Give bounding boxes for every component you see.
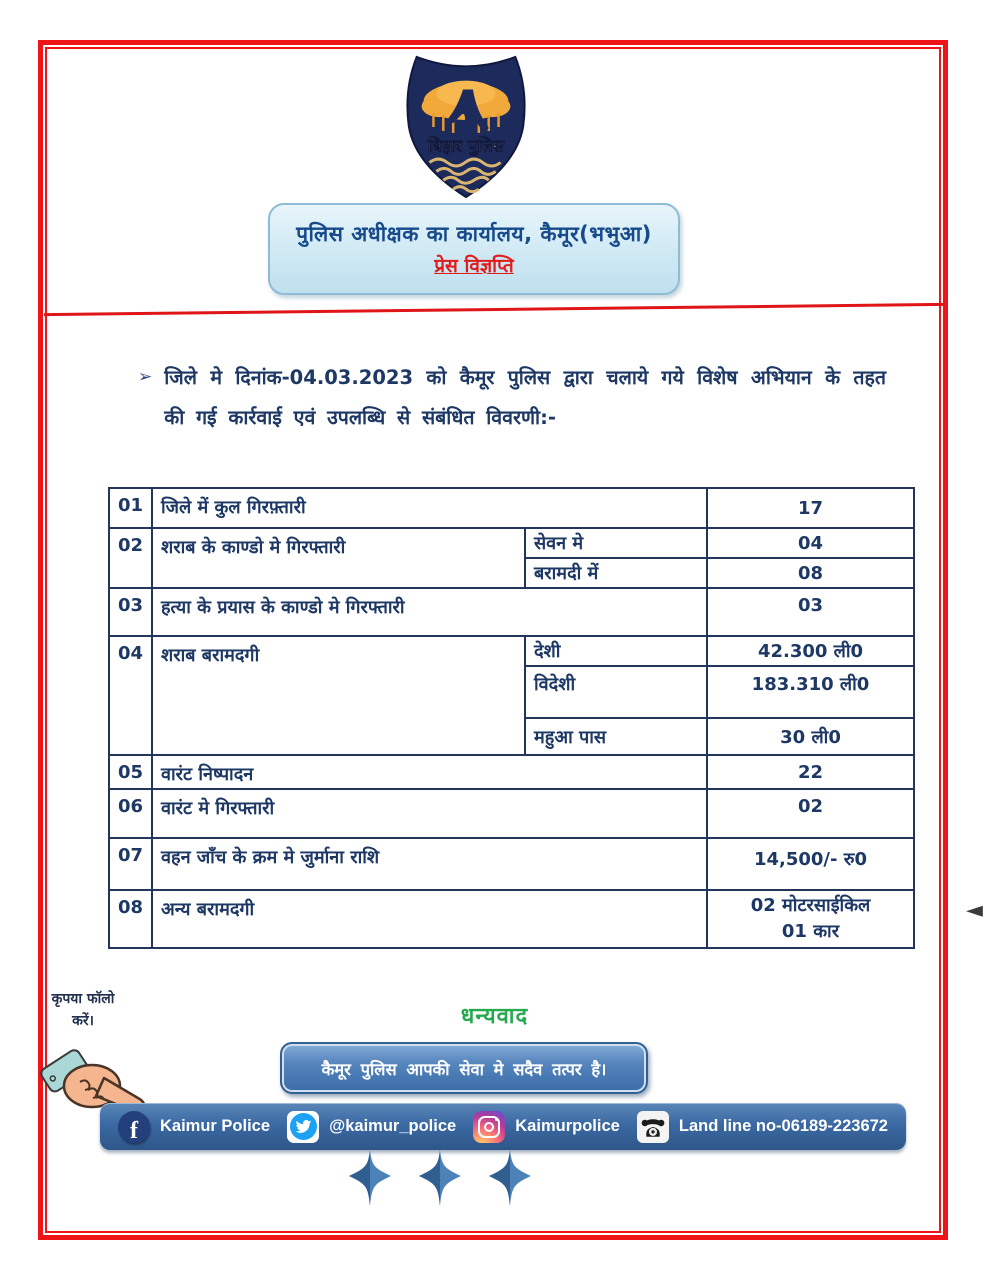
row-number: 06 bbox=[109, 789, 152, 838]
slogan-button[interactable] bbox=[280, 1042, 648, 1094]
row-sub-label: विदेशी bbox=[525, 666, 707, 718]
star-icon bbox=[485, 1148, 535, 1208]
follow-line2: करें। bbox=[72, 1013, 94, 1030]
row-value-line2: 01 कार bbox=[781, 921, 840, 943]
row-value: 22 bbox=[707, 755, 914, 789]
row-sub-label: महुआ पास bbox=[525, 718, 707, 755]
arrow-bullet-icon: ➢ bbox=[138, 367, 153, 387]
star-icon bbox=[415, 1148, 465, 1208]
social-bar bbox=[100, 1103, 906, 1150]
row-number: 01 bbox=[109, 488, 152, 528]
landline-label: Land line no-06189-223672 bbox=[678, 1117, 888, 1135]
office-title: पुलिस अधीक्षक का कार्यालय, कैमूर(भभुआ) bbox=[296, 222, 652, 246]
instagram-label: Kaimurpolice bbox=[515, 1117, 620, 1135]
facebook-icon: f bbox=[118, 1111, 150, 1143]
landline-item[interactable] bbox=[637, 1111, 888, 1143]
row-desc: अन्य बरामदगी bbox=[152, 890, 707, 948]
facebook-label: Kaimur Police bbox=[160, 1117, 271, 1135]
row-number: 02 bbox=[109, 528, 152, 588]
table-row bbox=[109, 755, 914, 789]
press-release-title: प्रेस विज्ञप्ति bbox=[434, 255, 514, 277]
telephone-icon bbox=[637, 1111, 669, 1143]
row-sub-value: 183.310 ली0 bbox=[707, 666, 914, 718]
table-row bbox=[109, 488, 914, 528]
row-value bbox=[707, 890, 914, 948]
table-row bbox=[109, 890, 914, 948]
twitter-label: @kaimur_police bbox=[329, 1117, 457, 1135]
twitter-item[interactable] bbox=[287, 1111, 456, 1143]
instagram-item[interactable] bbox=[473, 1111, 620, 1143]
table-row bbox=[109, 636, 914, 666]
slogan-text: कैमूर पुलिस आपकी सेवा मे सदैव तत्पर है। bbox=[321, 1059, 607, 1079]
row-desc: शराब के काण्डो मे गिरफ्तारी bbox=[152, 528, 525, 588]
cursor-arrow-icon: ◄ bbox=[966, 898, 983, 923]
logo-title-text: बिहार पुलिस bbox=[427, 135, 505, 156]
operations-table bbox=[108, 487, 915, 949]
table-row bbox=[109, 838, 914, 890]
row-sub-value: 08 bbox=[707, 558, 914, 588]
row-desc: वारंट निष्पादन bbox=[152, 755, 707, 789]
table-row bbox=[109, 588, 914, 636]
row-sub-label: देशी bbox=[525, 636, 707, 666]
row-desc: हत्या के प्रयास के काण्डो मे गिरफ्तारी bbox=[152, 588, 707, 636]
row-sub-value: 04 bbox=[707, 528, 914, 558]
row-value: 14,500/- रु0 bbox=[707, 838, 914, 890]
row-number: 03 bbox=[109, 588, 152, 636]
row-value: 02 bbox=[707, 789, 914, 838]
row-desc: जिले में कुल गिरफ़्तारी bbox=[152, 488, 707, 528]
row-sub-label: बरामदी में bbox=[525, 558, 707, 588]
row-desc: शराब बरामदगी bbox=[152, 636, 525, 755]
office-banner bbox=[268, 203, 680, 295]
row-sub-value: 30 ली0 bbox=[707, 718, 914, 755]
row-number: 07 bbox=[109, 838, 152, 890]
follow-line1: कृपया फॉलो bbox=[51, 991, 115, 1007]
table-row bbox=[109, 789, 914, 838]
row-number: 05 bbox=[109, 755, 152, 789]
thanks-text: धन्यवाद bbox=[460, 1004, 529, 1029]
follow-note bbox=[40, 988, 126, 1033]
row-sub-label: सेवन मे bbox=[525, 528, 707, 558]
row-number: 08 bbox=[109, 890, 152, 948]
row-sub-value: 42.300 ली0 bbox=[707, 636, 914, 666]
instagram-icon bbox=[473, 1111, 505, 1143]
decorative-stars bbox=[345, 1148, 535, 1208]
intro-paragraph bbox=[138, 358, 886, 438]
row-value: 03 bbox=[707, 588, 914, 636]
row-value-line1: 02 मोटरसाईकिल bbox=[750, 895, 871, 916]
twitter-icon bbox=[287, 1111, 319, 1143]
star-icon bbox=[345, 1148, 395, 1208]
row-value: 17 bbox=[707, 488, 914, 528]
table-row bbox=[109, 528, 914, 558]
intro-text: जिले मे दिनांक-04.03.2023 को कैमूर पुलिस द्वारा चलाये गये विशेष अभियान के तहत की गई कार्रवाई एवं उपलब्धि से संबंधित विवरणी:- bbox=[164, 366, 886, 429]
row-desc: वहन जाँच के क्रम मे जुर्माना राशि bbox=[152, 838, 707, 890]
bihar-police-logo bbox=[392, 52, 540, 200]
facebook-item[interactable] bbox=[118, 1111, 270, 1143]
row-desc: वारंट मे गिरफ्तारी bbox=[152, 789, 707, 838]
row-number: 04 bbox=[109, 636, 152, 755]
